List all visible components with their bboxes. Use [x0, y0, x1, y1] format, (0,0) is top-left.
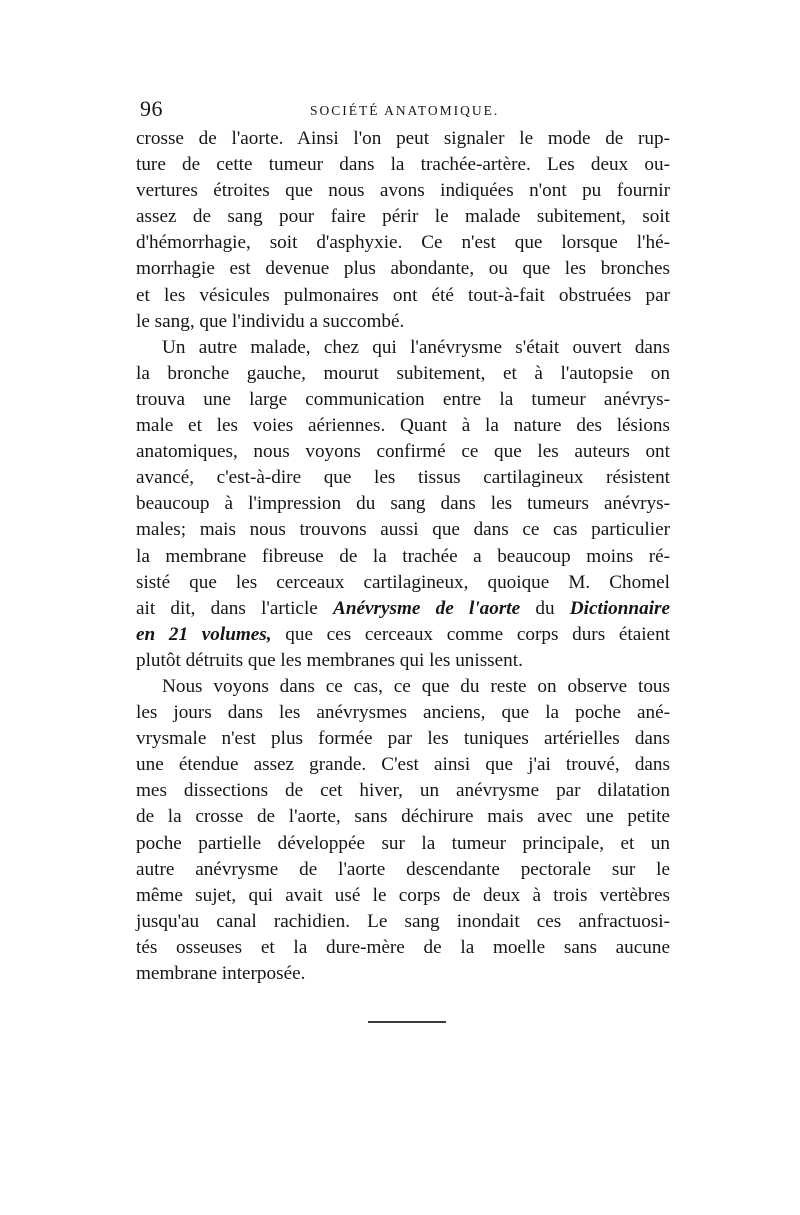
text-line: vertures étroites que nous avons indiquées n'ont pu fournir [136, 180, 670, 202]
text-line: autre anévrysme de l'aorte descendante pectorale sur le [136, 858, 670, 880]
text-line: trouva une large communication entre la tumeur anévrys- [136, 388, 670, 410]
text-line: mes dissections de cet hiver, un anévrysme par dilatation [136, 780, 670, 802]
text-line: plutôt détruits que les membranes qui les unissent. [136, 649, 523, 671]
text-line: Un autre malade, chez qui l'anévrysme s'était ouvert dans [162, 336, 670, 358]
text-line: tés osseuses et la dure-mère de la moelle sans aucune [136, 936, 670, 958]
paragraph-1 [136, 126, 670, 335]
text-line: sisté que les cerceaux cartilagineux, quoique M. Chomel [136, 571, 670, 593]
text-line: le sang, que l'individu a succombé. [136, 310, 405, 332]
text-line: la bronche gauche, mourut subitement, et à l'autopsie on [136, 362, 670, 384]
paragraph-3 [136, 674, 670, 987]
text-line: les jours dans les anévrysmes anciens, que la poche ané- [136, 702, 670, 724]
text-line: même sujet, qui avait usé le corps de deux à trois vertèbres [136, 884, 670, 906]
text-line: male et les voies aériennes. Quant à la nature des lésions [136, 415, 670, 437]
page-number: 96 [140, 96, 163, 121]
italic-dictionary-subtitle: en 21 volumes, [136, 623, 272, 645]
text-line: jusqu'au canal rachidien. Le sang inondait ces anfractuosi- [136, 910, 670, 932]
text-line: crosse de l'aorte. Ainsi l'on peut signaler le mode de rup- [136, 128, 670, 149]
closing-rule [368, 1021, 446, 1023]
text-line: males; mais nous trouvons aussi que dans ce cas particulier [136, 519, 670, 541]
italic-article-title: Anévrysme de l'aorte [333, 597, 521, 619]
text-line: assez de sang pour faire périr le malade subitement, soit [136, 206, 670, 228]
text-line: Nous voyons dans ce cas, ce que du reste on observe tous [162, 675, 670, 697]
text-line: vrysmale n'est plus formée par les tuniques artérielles dans [136, 728, 670, 750]
running-title: SOCIÉTÉ ANATOMIQUE. [310, 103, 500, 118]
paragraph-2 [136, 335, 670, 674]
text-line: la membrane fibreuse de la trachée a beaucoup moins ré- [136, 545, 670, 567]
text-line-with-italic [136, 596, 670, 622]
text-line: beaucoup à l'impression du sang dans les tumeurs anévrys- [136, 493, 670, 515]
text-line: d'hémorrhagie, soit d'asphyxie. Ce n'est que lorsque l'hé- [136, 232, 670, 254]
text-run: ait dit, dans l'article [136, 597, 334, 619]
italic-dictionary-title: Dictionnaire [569, 597, 671, 619]
text-line: avancé, c'est-à-dire que les tissus cartilagineux résistent [136, 467, 670, 489]
text-run: que ces cerceaux comme corps durs étaient [271, 623, 670, 645]
page-text-block [136, 96, 670, 987]
text-run: du [520, 597, 570, 619]
text-line: une étendue assez grande. C'est ainsi que j'ai trouvé, dans [136, 754, 670, 776]
text-line: anatomiques, nous voyons confirmé ce que les auteurs ont [136, 441, 670, 463]
text-line: de la crosse de l'aorte, sans déchirure mais avec une petite [136, 806, 670, 828]
text-line: morrhagie est devenue plus abondante, ou que les bronches [136, 258, 670, 280]
running-head [136, 96, 670, 126]
text-line: membrane interposée. [136, 963, 306, 984]
text-line-with-italic [136, 622, 670, 648]
text-line: et les vésicules pulmonaires ont été tout-à-fait obstruées par [136, 284, 670, 306]
text-line: ture de cette tumeur dans la trachée-artère. Les deux ou- [136, 154, 670, 176]
text-line: poche partielle développée sur la tumeur principale, et un [136, 832, 670, 854]
